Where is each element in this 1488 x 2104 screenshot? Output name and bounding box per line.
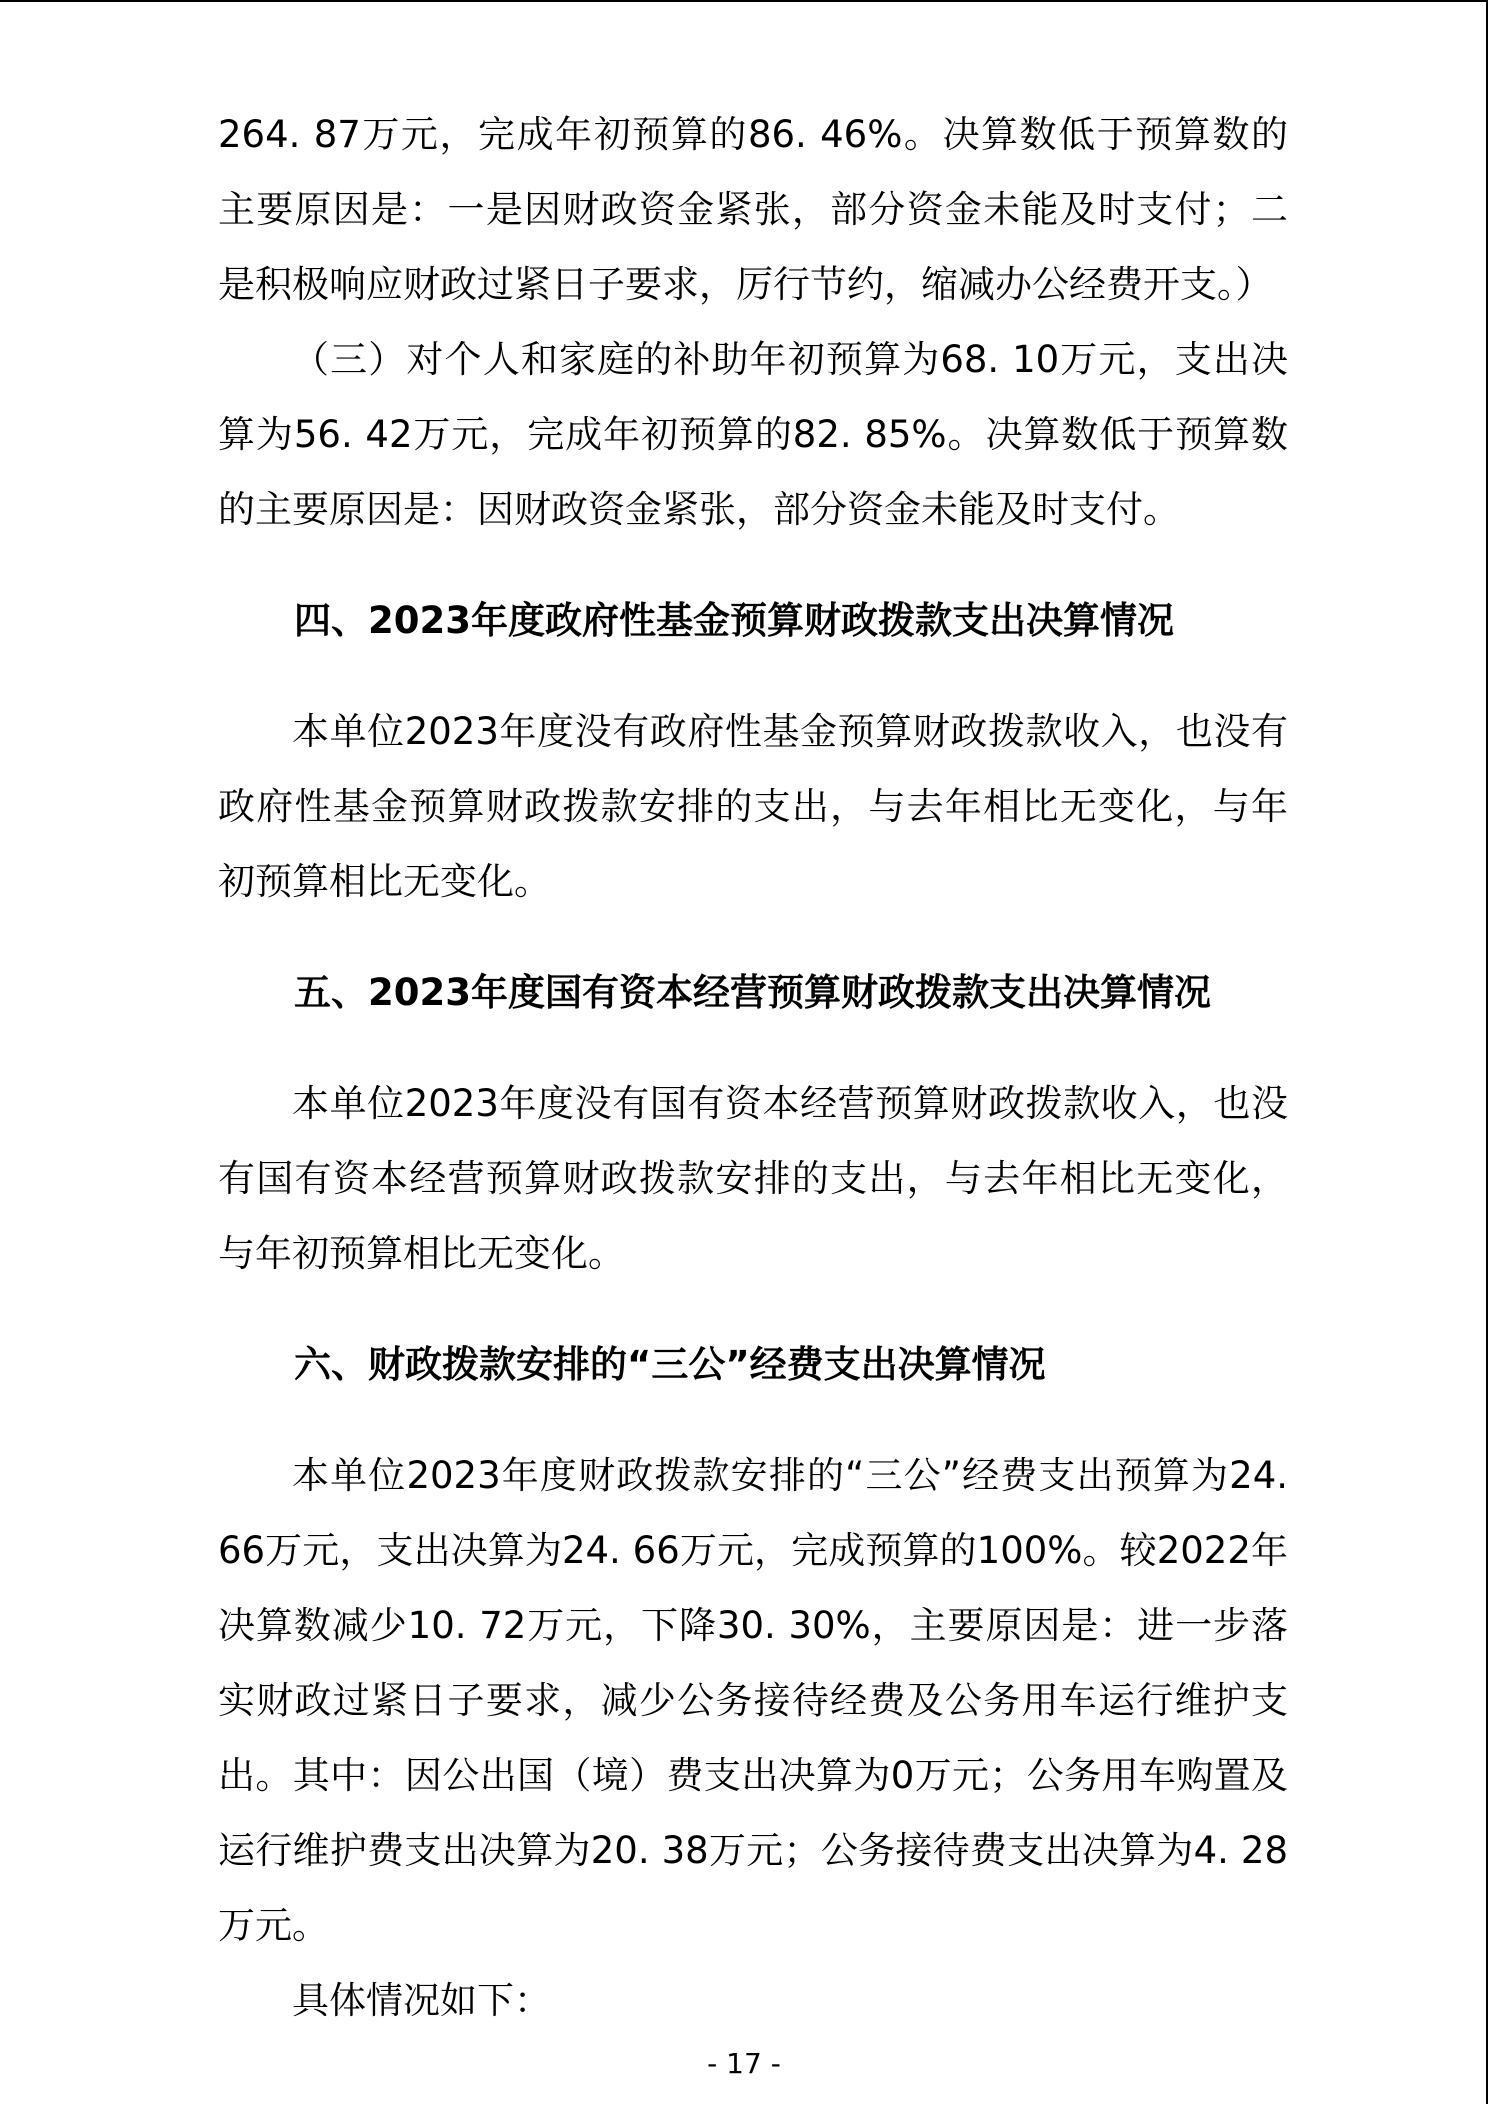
section-heading-6: 六、财政拨款安排的“三公”经费支出决算情况 [294, 1343, 1046, 1386]
page-content [218, 97, 1288, 2038]
paragraph-continuation: 264. 87万元，完成年初预算的86. 46%。决算数低于预算数的主要原因是：一是因财政资金紧张，部分资金未能及时支付；二是积极响应财政过紧日子要求，厉行节约，缩减办公经费开支。） [218, 113, 1288, 306]
section-heading-4: 四、2023年度政府性基金预算财政拨款支出决算情况 [294, 599, 1174, 642]
page-number: - 17 - [707, 2047, 781, 2080]
section-body-4: 本单位2023年度没有政府性基金预算财政拨款收入，也没有政府性基金预算财政拨款安排的支出，与去年相比无变化，与年初预算相比无变化。 [218, 710, 1288, 903]
section-tail-6: 具体情况如下： [292, 1979, 551, 2022]
section-body-5: 本单位2023年度没有国有资本经营预算财政拨款收入，也没有国有资本经营预算财政拨款安排的支出，与去年相比无变化，与年初预算相比无变化。 [218, 1082, 1288, 1275]
paragraph-subsidy: （三）对个人和家庭的补助年初预算为68. 10万元，支出决算为56. 42万元，完成年初预算的82. 85%。决算数低于预算数的主要原因是：因财政资金紧张，部分资金未能及时支付。 [218, 338, 1288, 531]
section-heading-5: 五、2023年度国有资本经营预算财政拨款支出决算情况 [294, 971, 1211, 1014]
section-body-6: 本单位2023年度财政拨款安排的“三公”经费支出预算为24. 66万元，支出决算为24. 66万元，完成预算的100%。较2022年决算数减少10. 72万元，下降30. 30%，主要原因是：进一步落实财政过紧日子要求，减少公务接待经费及公务用车运行维护支出。其中：因公出国（境）费支出决算为0万元；公务用车购置及运行维护费支出决算为20. 38万元；公务接待费支出决算为4. 28万元。 [218, 1454, 1288, 1947]
